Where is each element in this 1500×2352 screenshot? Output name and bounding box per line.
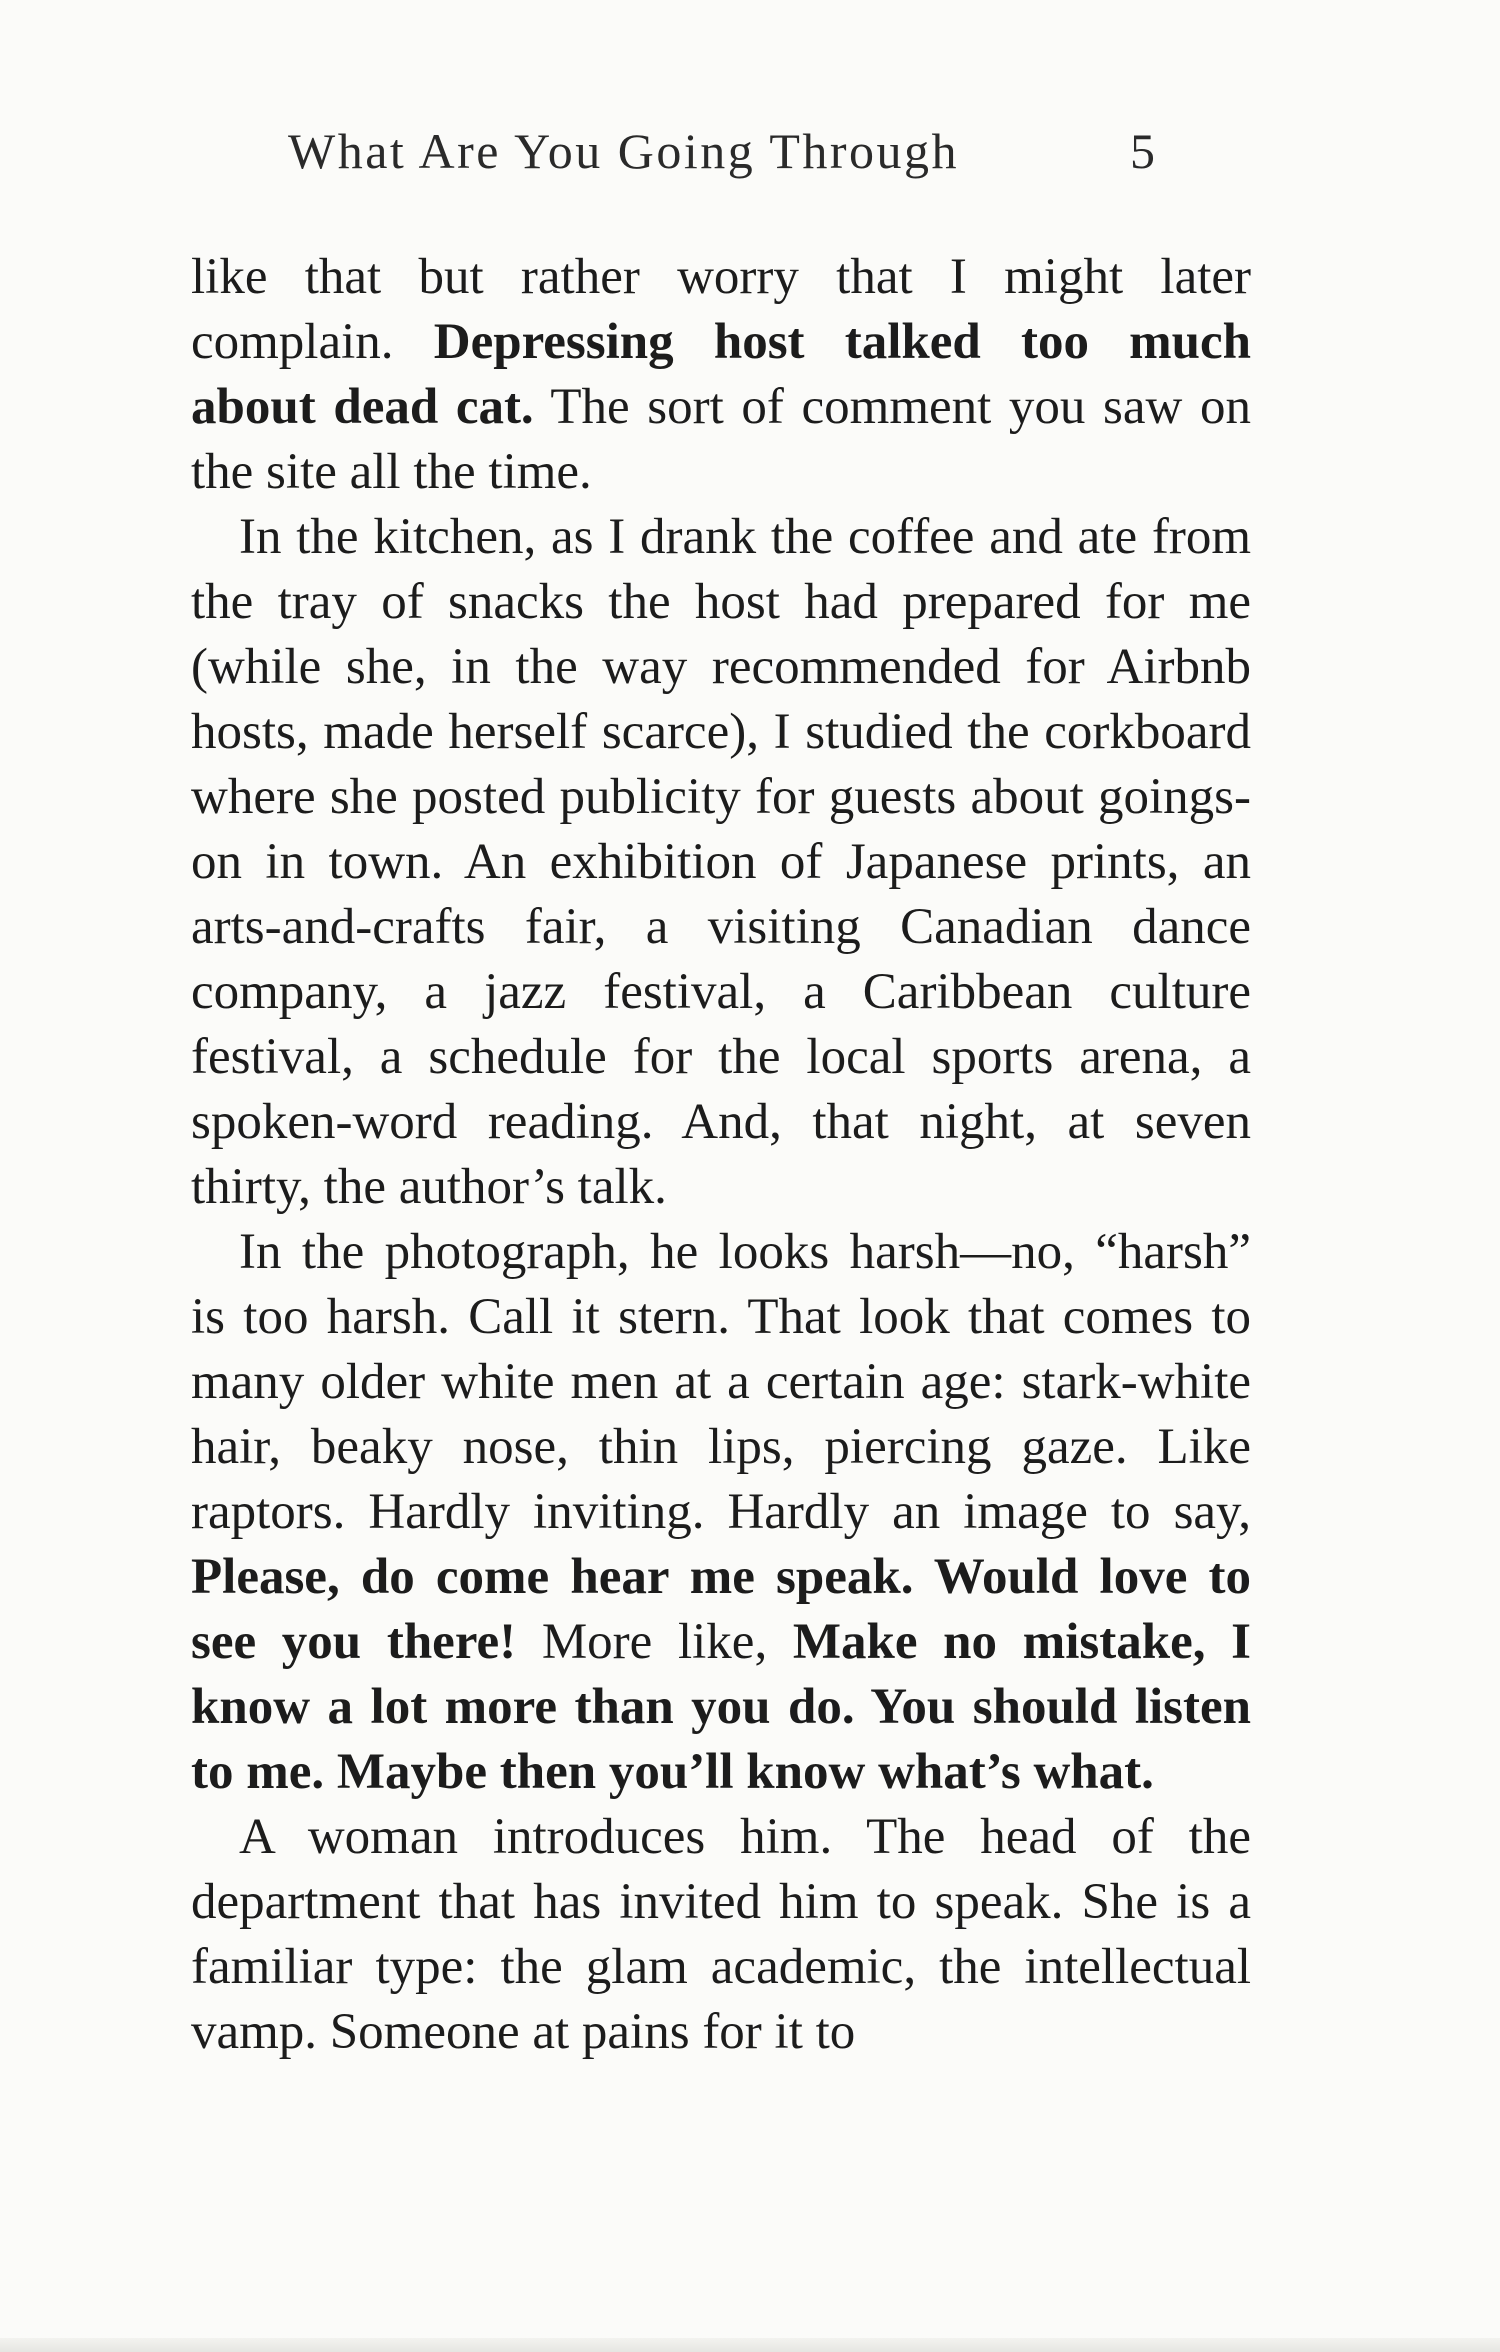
page-bottom-edge [0,2338,1500,2352]
bold-imagined-speech: Please, do come hear me speak. Would love to see you there! [191,1549,1251,1670]
paragraph [191,1220,1251,1805]
page-number: 5 [1130,123,1158,179]
paragraph-text: The sort of comment you saw on the site all the time. [191,379,1251,500]
running-head-title: What Are You Going Through [288,123,960,179]
paragraph-text: In the photograph, he looks harsh—no, “harsh” is too harsh. Call it stern. That look that comes to many older white men at a certain age: stark-white hair, beaky nose, thin lips, piercing gaze. Like raptors. Hardly inviting. Hardly an image to say, [191,1224,1251,1540]
paragraph-text: In the kitchen, as I drank the coffee and ate from the tray of snacks the host had prepared for me (while she, in the way recommended for Airbnb hosts, made herself scarce), I studied the corkboard where she posted publicity for guests about goings-on in town. An exhibition of Japanese prints, an arts-and-crafts fair, a visiting Canadian dance company, a jazz festival, a Caribbean culture festival, a schedule for the local sports arena, a spoken-word reading. And, that night, at seven thirty, the author’s talk. [191,509,1251,1215]
bold-review-quote: Depressing host talked too much about dead cat. [191,314,1251,435]
paragraph-text: A woman introduces him. The head of the department that has invited him to speak. She is a familiar type: the glam academic, the intellectual vamp. Someone at pains for it to [191,1809,1251,2060]
paragraph [191,245,1251,505]
paragraph-text: like that but rather worry that I might later complain. [191,249,1251,370]
body-text [191,245,1251,2065]
bold-imagined-speech: Make no mistake, I know a lot more than you do. You should listen to me. Maybe then you’ll know what’s what. [191,1614,1251,1800]
paragraph [191,1805,1251,2065]
paragraph [191,505,1251,1220]
paragraph-text: More like, [516,1614,793,1670]
